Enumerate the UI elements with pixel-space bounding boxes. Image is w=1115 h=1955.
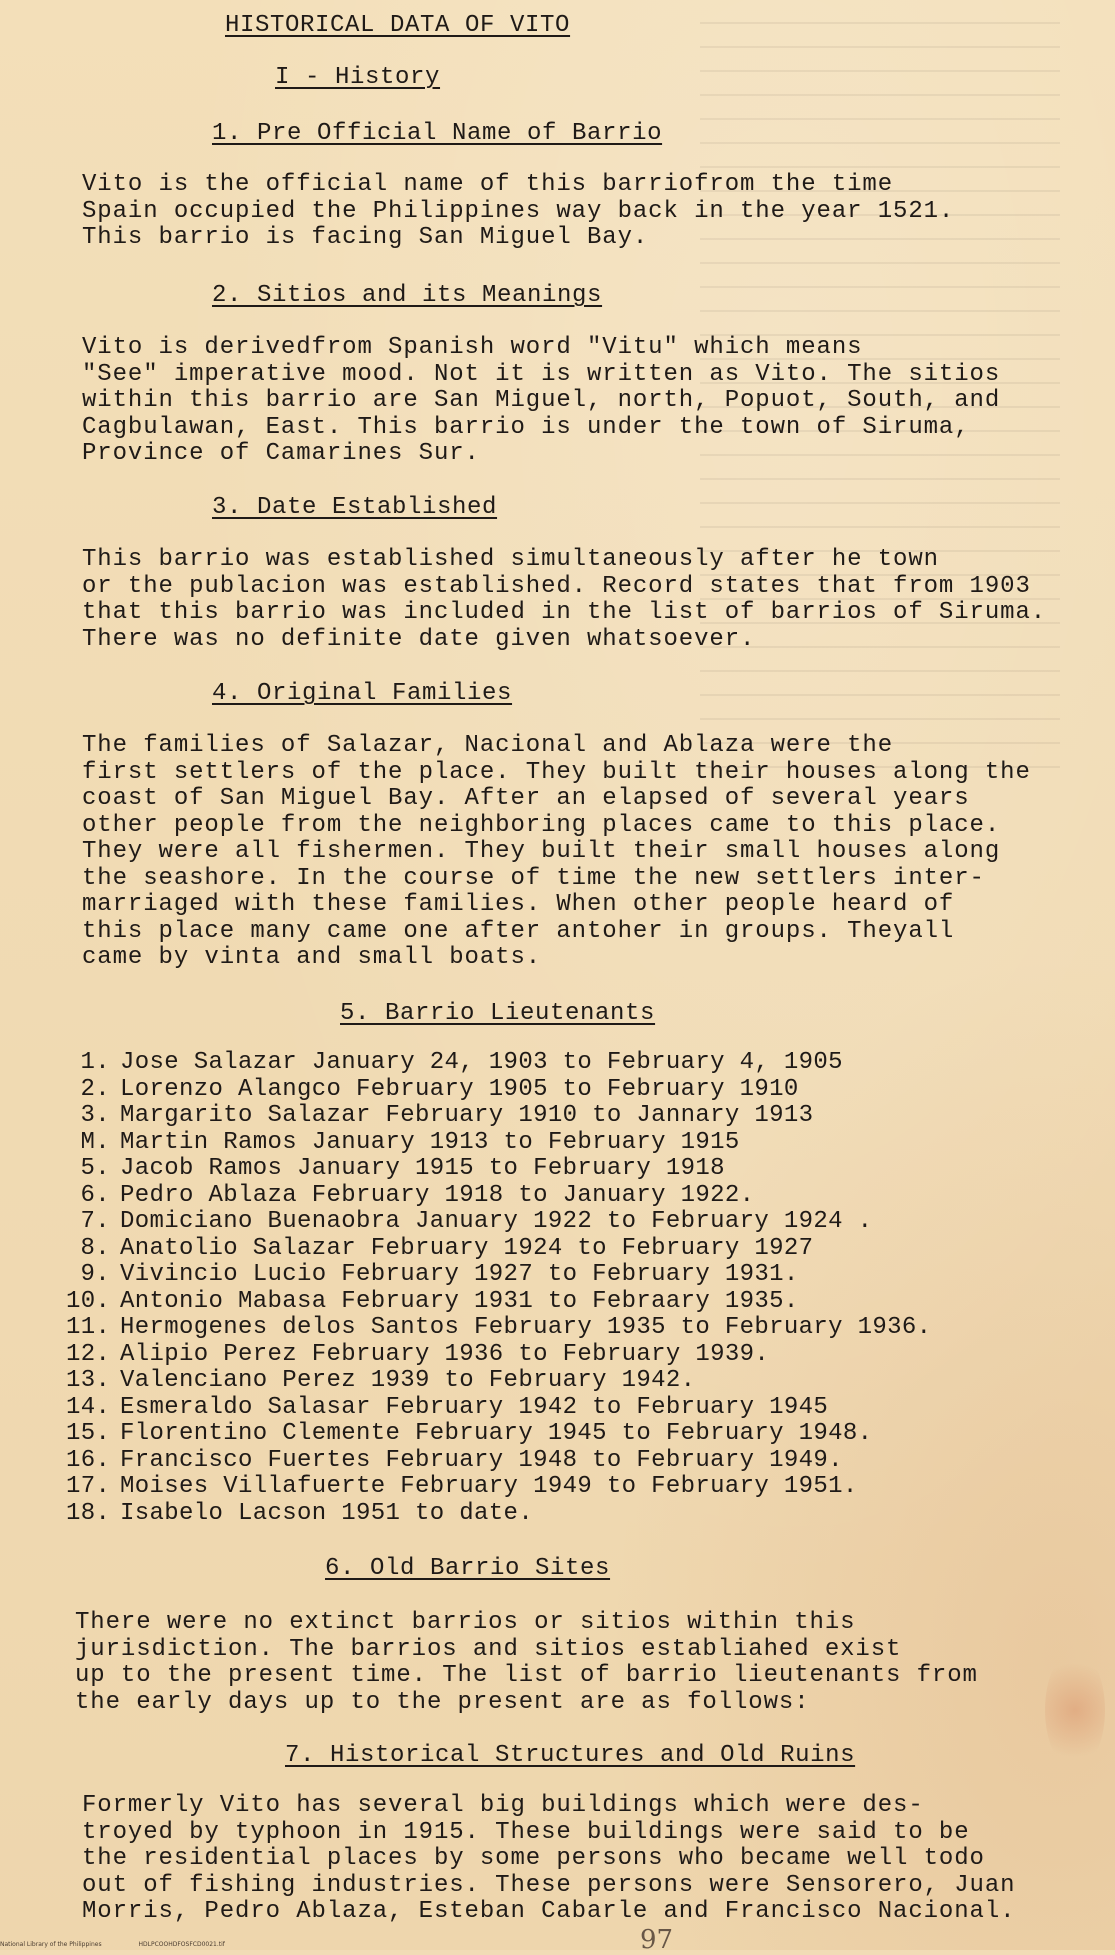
lieutenant-entry: Jacob Ramos January 1915 to February 1918 <box>120 1155 725 1182</box>
lieutenant-item <box>66 1077 931 1104</box>
section-6-heading: 6. Old Barrio Sites <box>325 1555 611 1582</box>
lieutenant-item <box>66 1342 931 1369</box>
lieutenant-number: 8. <box>80 1234 110 1262</box>
lieutenant-entry: Isabelo Lacson 1951 to date. <box>120 1499 534 1527</box>
lieutenant-entry: Hermogenes delos Santos February 1935 to February 1936. <box>120 1314 932 1341</box>
lieutenant-entry: Antonio Mabasa February 1931 to Febraary 1935. <box>120 1287 799 1315</box>
lieutenant-entry: Jose Salazar January 24, 1903 to February 4, 1905 <box>120 1049 843 1076</box>
lieutenant-entry: Margarito Salazar February 1910 to Jannary 1913 <box>120 1102 814 1129</box>
lieutenant-number: 3. <box>80 1102 110 1129</box>
lieutenant-entry: Vivincio Lucio February 1927 to February 1931. <box>120 1261 799 1288</box>
lieutenant-entry: Domiciano Buenaobra January 1922 to February 1924 . <box>120 1208 873 1235</box>
document-title: HISTORICAL DATA OF VITO <box>225 12 571 39</box>
scan-footer <box>0 1941 1115 1948</box>
lieutenant-item <box>66 1368 931 1395</box>
lieutenant-number: 15. <box>66 1420 111 1447</box>
lieutenant-number: 11. <box>66 1314 111 1341</box>
part-heading: I - History <box>275 64 441 91</box>
footer-file-id: HDLPCOOHDFOSFCD0021.tif <box>138 1941 225 1948</box>
lieutenant-number: 6. <box>80 1181 110 1209</box>
handwritten-page-mark: 97 <box>640 1925 674 1955</box>
lieutenant-item <box>66 1448 931 1475</box>
lieutenant-item <box>66 1156 931 1183</box>
lieutenant-item <box>66 1315 931 1342</box>
lieutenant-entry: Valenciano Perez 1939 to February 1942. <box>120 1367 696 1394</box>
lieutenant-number: 10. <box>66 1287 111 1315</box>
lieutenant-item <box>66 1474 931 1501</box>
section-1-heading: 1. Pre Official Name of Barrio <box>212 120 663 147</box>
lieutenant-number: 14. <box>66 1393 111 1421</box>
section-4-heading: 4. Original Families <box>212 680 513 707</box>
lieutenant-number: 13. <box>66 1367 111 1394</box>
lieutenant-item <box>66 1183 931 1210</box>
section-4-text: The families of Salazar, Nacional and Ablaza were the first settlers of the place. They built their houses along the coast of San Miguel Bay. After an elapsed of several years other people from the neighboring places came to this place. They were all fishermen. They built their small houses along the seashore. In the course of time the new settlers inter- marriaged with these families. When other people heard of this place many came one after antoher in groups. Theyall came by vinta and small boats. <box>82 732 1031 971</box>
section-7-text: Formerly Vito has several big buildings which were des- troyed by typhoon in 1915. These buildings were said to be the residential places by some persons who became well todo out of fishing industries. These persons were Sensorero, Juan Morris, Pedro Ablaza, Esteban Cabarle and Francisco Nacional. <box>82 1792 1016 1925</box>
lieutenant-item <box>66 1236 931 1263</box>
lieutenant-number: 9. <box>80 1261 110 1288</box>
lieutenant-item <box>66 1395 931 1422</box>
lieutenant-entry: Moises Villafuerte February 1949 to February 1951. <box>120 1473 858 1500</box>
barrio-lieutenants-list <box>66 1050 931 1527</box>
lieutenant-item <box>66 1050 931 1077</box>
lieutenant-item <box>66 1289 931 1316</box>
lieutenant-number: 18. <box>66 1499 111 1527</box>
lieutenant-number: 12. <box>66 1340 111 1368</box>
lieutenant-entry: Martin Ramos January 1913 to February 1915 <box>120 1128 740 1156</box>
lieutenant-item <box>66 1209 931 1236</box>
lieutenant-entry: Francisco Fuertes February 1948 to February 1949. <box>120 1446 843 1474</box>
lieutenant-number: 17. <box>66 1473 111 1500</box>
lieutenant-entry: Lorenzo Alangco February 1905 to February 1910 <box>120 1075 799 1103</box>
lieutenant-number: 1. <box>80 1049 110 1076</box>
lieutenant-number: 5. <box>80 1155 110 1182</box>
lieutenant-entry: Anatolio Salazar February 1924 to February 1927 <box>120 1234 814 1262</box>
lieutenant-entry: Alipio Perez February 1936 to February 1939. <box>120 1340 770 1368</box>
lieutenant-number: 2. <box>80 1075 110 1103</box>
lieutenant-entry: Esmeraldo Salasar February 1942 to February 1945 <box>120 1393 829 1421</box>
lieutenant-item <box>66 1262 931 1289</box>
section-2-heading: 2. Sitios and its Meanings <box>212 282 603 309</box>
lieutenant-entry: Florentino Clemente February 1945 to February 1948. <box>120 1420 873 1447</box>
lieutenant-number: 7. <box>80 1208 110 1235</box>
section-6-text: There were no extinct barrios or sitios within this jurisdiction. The barrios and sitios establiahed exist up to the present time. The list of barrio lieutenants from the early days up to the present are as follows: <box>75 1609 978 1716</box>
lieutenant-item <box>66 1130 931 1157</box>
section-2-text: Vito is derivedfrom Spanish word "Vitu" which means "See" imperative mood. Not it is written as Vito. The sitios within this barrio are San Miguel, north, Popuot, South, and Cagbulawan, East. This barrio is under the town of Siruma, Province of Camarines Sur. <box>82 334 1001 467</box>
lieutenant-item <box>66 1501 931 1528</box>
section-1-text: Vito is the official name of this barriofrom the time Spain occupied the Philippines way back in the year 1521. This barrio is facing San Miguel Bay. <box>82 171 955 251</box>
section-5-heading: 5. Barrio Lieutenants <box>340 1000 656 1027</box>
lieutenant-item <box>66 1421 931 1448</box>
lieutenant-number: 16. <box>66 1446 111 1474</box>
lieutenant-number: M. <box>80 1128 110 1156</box>
section-3-text: This barrio was established simultaneously after he town or the publacion was established. Record states that from 1903 that this barrio was included in the list of barrios of Siruma. There was no definite date given whatsoever. <box>82 546 1047 653</box>
lieutenant-entry: Pedro Ablaza February 1918 to January 1922. <box>120 1181 755 1209</box>
footer-library: National Library of the Philippines <box>0 1941 102 1948</box>
lieutenant-item <box>66 1103 931 1130</box>
section-7-heading: 7. Historical Structures and Old Ruins <box>285 1742 856 1769</box>
section-3-heading: 3. Date Established <box>212 494 498 521</box>
